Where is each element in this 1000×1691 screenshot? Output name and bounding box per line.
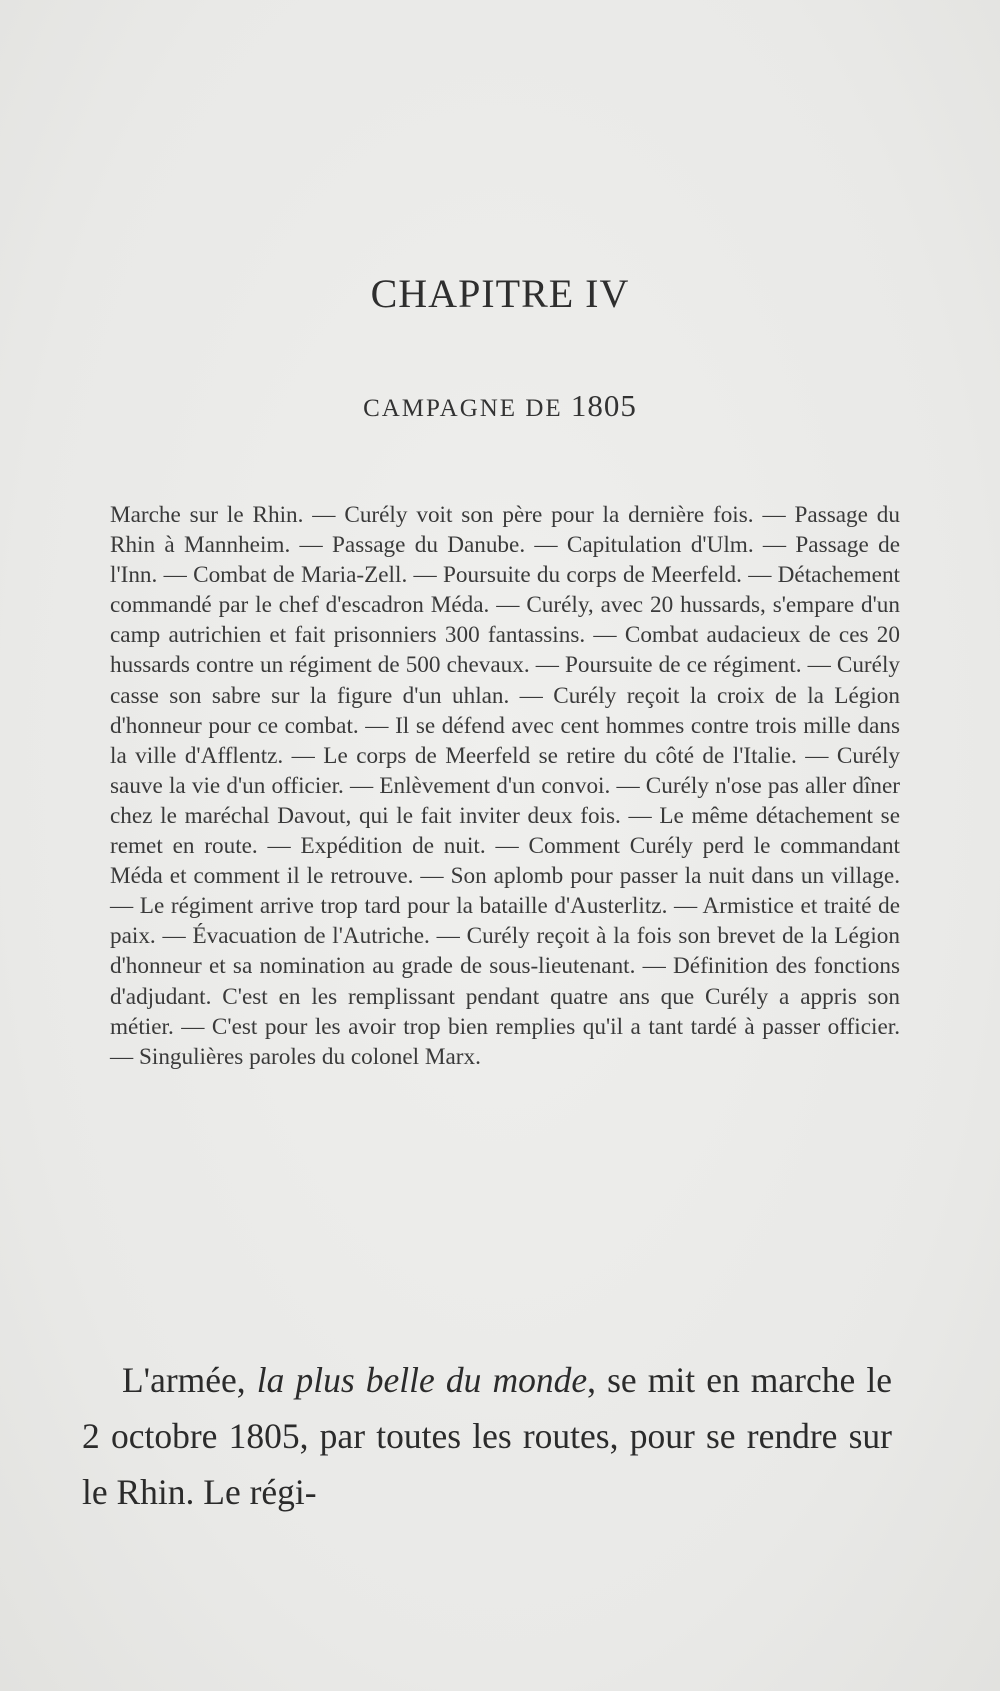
body-opening: L'armée, [122, 1360, 257, 1400]
body-paragraph [82, 1352, 892, 1520]
chapter-summary: Marche sur le Rhin. — Curély voit son père pour la dernière fois. — Passage du Rhin à Mannheim. — Passage du Danube. — Capitulation d'Ulm. — Passage de l'Inn. — Combat de Maria-Zell. — Poursuite du corps de Meerfeld. — Détachement commandé par le chef d'escadron Méda. — Curély, avec 20 hussards, s'empare d'un camp autrichien et fait prisonniers 300 fantassins. — Combat audacieux de ces 20 hussards contre un régiment de 500 chevaux. — Poursuite de ce régiment. — Curély casse son sabre sur la figure d'un uhlan. — Curély reçoit la croix de la Légion d'honneur pour ce combat. — Il se défend avec cent hommes contre trois mille dans la ville d'Afflentz. — Le corps de Meerfeld se retire du côté de l'Italie. — Curély sauve la vie d'un officier. — Enlèvement d'un convoi. — Curély n'ose pas aller dîner chez le maréchal Davout, qui le fait inviter deux fois. — Le même détachement se remet en route. — Expédition de nuit. — Comment Curély perd le commandant Méda et comment il le retrouve. — Son aplomb pour passer la nuit dans un village. — Le régiment arrive trop tard pour la bataille d'Austerlitz. — Armistice et traité de paix. — Évacuation de l'Autriche. — Curély reçoit à la fois son brevet de la Légion d'honneur et sa nomination au grade de sous-lieutenant. — Définition des fonctions d'adjudant. C'est en les remplissant pendant quatre ans que Curély a appris son métier. — C'est pour les avoir trop bien remplies qu'il a tant tardé à passer officier. — Singulières paroles du colonel Marx. [110, 502, 900, 1070]
chapter-title: CHAPITRE IV [370, 271, 630, 316]
chapter-subtitle-text: CAMPAGNE DE [363, 395, 563, 422]
chapter-subtitle [0, 388, 1000, 424]
chapter-subtitle-year: 1805 [570, 388, 637, 423]
body-italic-phrase: la plus belle du monde [256, 1360, 588, 1400]
body-rest: , se mit en marche le 2 octobre 1805, par toutes les routes, pour se rendre sur le Rhin. Le régi- [82, 1360, 892, 1512]
